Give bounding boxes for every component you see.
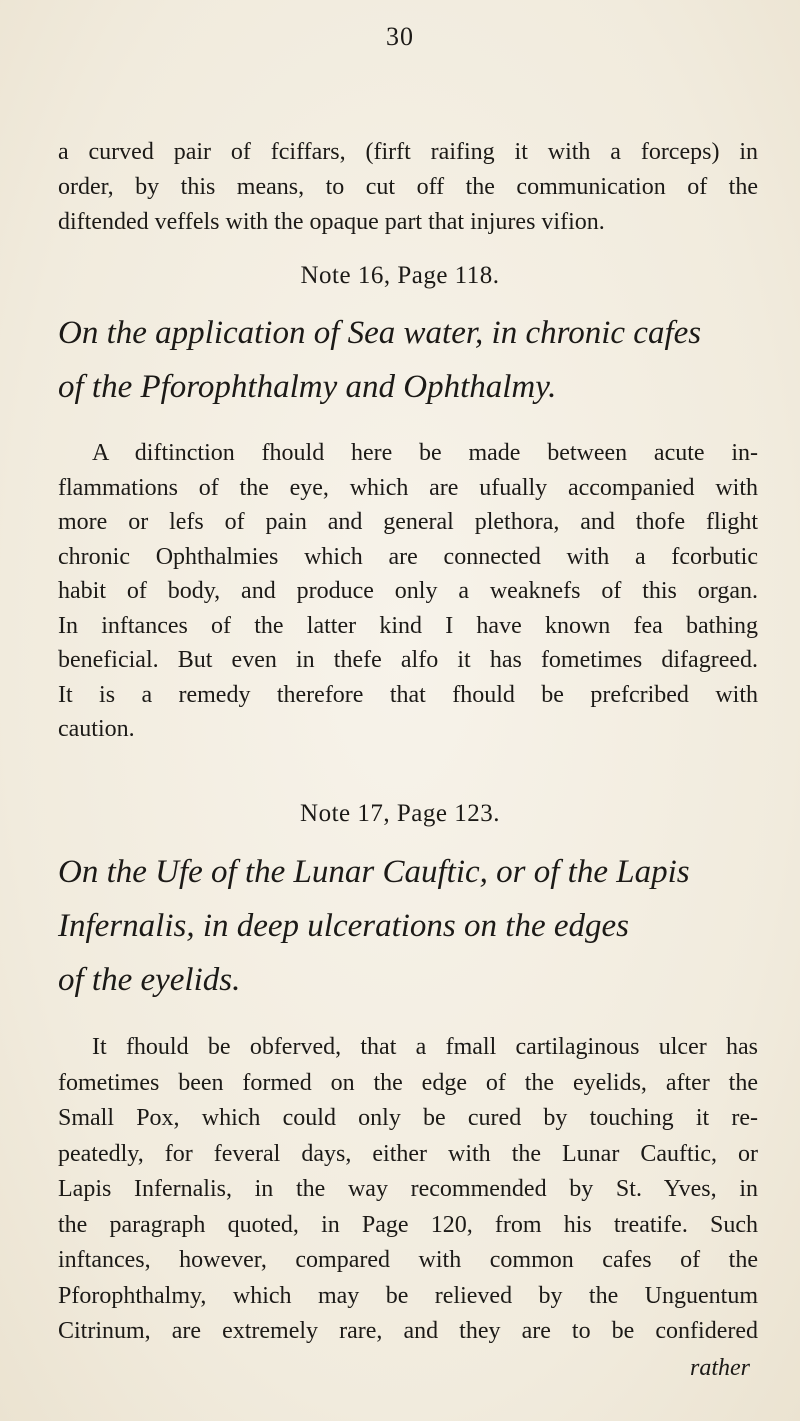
text-line: a curved pair of fciffars, (firft raifing it with a forceps) in: [58, 139, 758, 165]
text-line: habit of body, and produce only a weaknefs of this organ.: [58, 578, 758, 604]
text-line: In inftances of the latter kind I have known fea bathing: [58, 612, 758, 639]
heading-line: On the application of Sea water, in chronic cafes: [58, 315, 702, 351]
text-line: flammations of the eye, which are ufually accompanied with: [58, 474, 758, 501]
note-16-reference: Note 16, Page 118.: [300, 262, 500, 289]
text-line: It fhould be obferved, that a fmall cartilaginous ulcer has: [92, 1034, 758, 1060]
catchword: rather: [690, 1355, 750, 1381]
text-line: beneficial. But even in thefe alfo it has fometimes difagreed.: [58, 647, 758, 673]
text-line: caution.: [58, 716, 135, 742]
text-line: order, by this means, to cut off the communication of the: [58, 174, 758, 200]
text-line: Small Pox, which could only be cured by touching it re-: [58, 1105, 758, 1131]
text-line: chronic Ophthalmies which are connected with a fcorbutic: [58, 543, 758, 570]
opening-paragraph: [58, 135, 758, 240]
text-line: more or lefs of pain and general plethora, and thofe flight: [58, 509, 758, 535]
text-line: inftances, however, compared with common cafes of the: [58, 1247, 758, 1273]
heading-line: of the Pforophthalmy and Ophthalmy.: [58, 369, 557, 405]
text-line: Lapis Infernalis, in the way recommended by St. Yves, in: [58, 1176, 758, 1202]
note-17-heading: [58, 845, 758, 1007]
text-line: Pforophthalmy, which may be relieved by the Unguentum: [58, 1282, 758, 1309]
note-16-body: [58, 436, 758, 747]
heading-line: of the eyelids.: [58, 962, 241, 998]
text-line: fometimes been formed on the edge of the eyelids, after the: [58, 1069, 758, 1096]
note-16-heading: [58, 306, 758, 414]
heading-line: On the Ufe of the Lunar Cauftic, or of the Lapis: [58, 854, 690, 890]
heading-line: Infernalis, in deep ulcerations on the edges: [58, 908, 629, 944]
text-line: peatedly, for feveral days, either with the Lunar Cauftic, or: [58, 1140, 758, 1167]
note-17-body: [58, 1030, 758, 1350]
text-line: the paragraph quoted, in Page 120, from his treatife. Such: [58, 1211, 758, 1238]
text-line: diftended veffels with the opaque part that injures vifion.: [58, 209, 605, 235]
note-17-reference: Note 17, Page 123.: [300, 800, 500, 827]
text-line: A diftinction fhould here be made between acute in-: [92, 440, 758, 466]
text-line: Citrinum, are extremely rare, and they are to be confidered: [58, 1318, 758, 1344]
text-line: It is a remedy therefore that fhould be prefcribed with: [58, 681, 758, 708]
page-number: 30: [386, 22, 414, 51]
